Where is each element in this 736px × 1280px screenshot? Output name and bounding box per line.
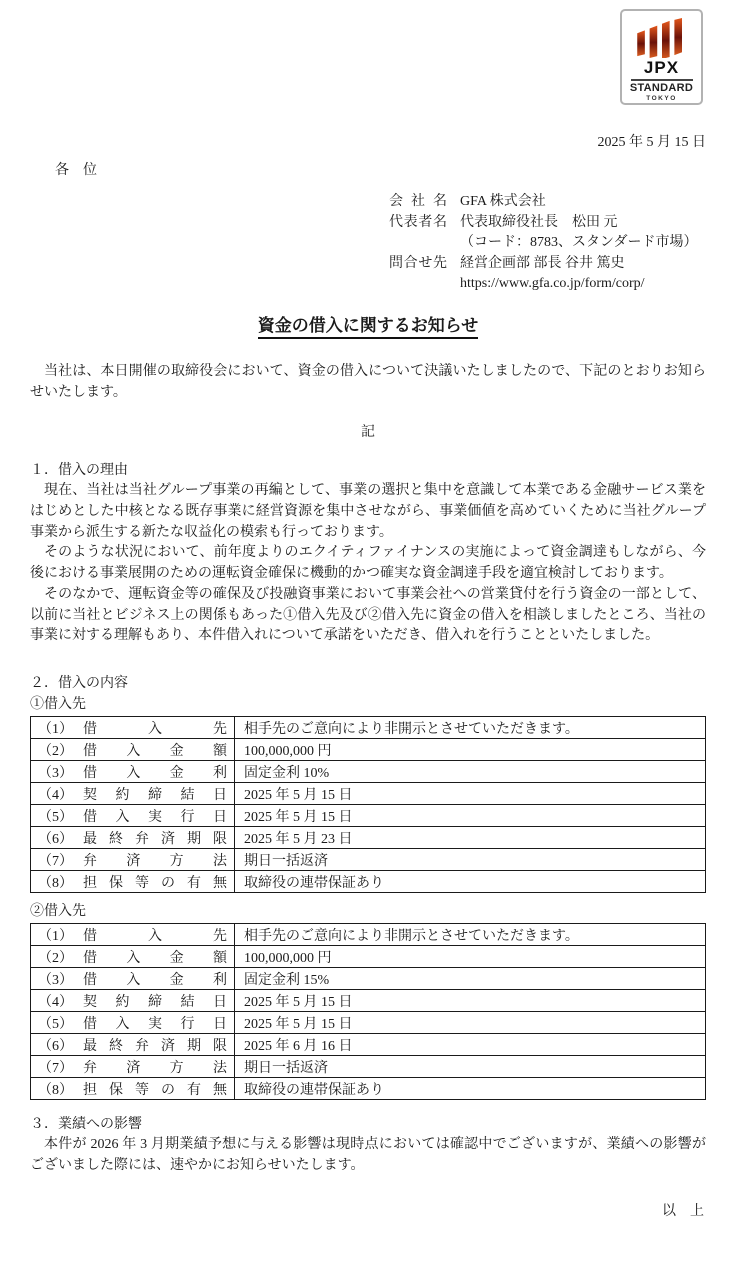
row-item-label: 借入金額 [83,743,227,759]
row-item-label: 借入実行日 [83,809,227,825]
contact-value: 経営企画部 部長 谷井 篤史 [460,255,625,271]
company-name-value: GFA 株式会社 [460,194,546,209]
table-row [31,1056,706,1078]
section1-paragraph-3: そのなかで、運転資金等の確保及び投融資事業において事業会社への営業貸付を行う資金の一部として、以前に当社とビジネス上の関係もあった①借入先及び②借入先に資金の借入を相談しましたところ、当社の事業に対する理解もあり、本件借入れについて承諾をいただき、借入れを行うことといたしました。 [30,586,706,644]
row-number: （6） [38,1038,73,1054]
document-date: 2025 年 5 月 15 日 [597,135,706,150]
row-value: 期日一括返済 [235,849,706,871]
row-number: （6） [38,831,73,847]
row-value: 100,000,000 円 [235,946,706,968]
addressee: 各 位 [55,163,97,178]
company-name-label: 会社名 [389,194,447,209]
lender1-table [30,716,706,893]
section1-paragraph-1: 現在、当社は当社グループ事業の再編として、事業の選択と集中を意識して本業である金融サービス業をはじめとした中核となる既存事業に経営資源を集中させながら、事業価値を高めていくために当社グループ事業から派生する新たな収益化の模索も行っております。 [30,483,706,540]
table-row [31,827,706,849]
lender2-table [30,923,706,1100]
section3-paragraph: 本件が 2026 年 3 月期業績予想に与える影響は現時点においては確認中でございますが、業績への影響がございました際には、速やかにお知らせいたします。 [30,1137,706,1173]
table-row [31,1078,706,1100]
stock-code-label [389,233,447,254]
table-row [31,717,706,739]
ki-mark: 記 [361,425,375,441]
document-title: 資金の借入に関するお知らせ [258,316,479,339]
row-item-label: 借入金利 [83,972,227,988]
section1-paragraph-2: そのような状況において、前年度よりのエクイティファイナンスの実施によって資金調達もしながら、今後における事業展開のための運転資金確保に機動的かつ確実な資金調達手段を適宜検討しております。 [30,545,706,582]
row-value: 100,000,000 円 [235,739,706,761]
row-number: （7） [38,853,73,869]
row-item-label: 担保等の有無 [83,875,227,891]
representative-value: 代表取締役社長 松田 元 [460,214,618,230]
section-borrowing-details [30,673,706,1100]
contact-label: 問合せ先 [389,255,447,271]
representative-row [389,213,706,234]
jpx-mark-icon [633,18,691,58]
table-row [31,924,706,946]
row-number: （5） [38,809,73,825]
row-value: 相手先のご意向により非開示とさせていただきます。 [235,717,706,739]
row-item-label: 弁済方法 [83,1060,227,1076]
row-number: （8） [38,1082,73,1098]
table-row [31,1034,706,1056]
intro-paragraph: 当社は、本日開催の取締役会において、資金の借入について決議いたしましたので、下記のとおりお知らせいたします。 [30,363,706,400]
stock-code-row [389,233,706,254]
contact-url-label [389,274,447,295]
section-borrowing-reason [30,460,706,647]
row-item-label: 借入実行日 [83,1016,227,1032]
section-earnings-impact [30,1114,706,1176]
row-item-label: 借入金額 [83,950,227,966]
row-value: 固定金利 10% [235,761,706,783]
table-row [31,990,706,1012]
row-value: 固定金利 15% [235,968,706,990]
row-value: 期日一括返済 [235,1056,706,1078]
closing-mark: 以 上 [662,1204,704,1220]
row-number: （4） [38,787,73,803]
row-item-label: 最終弁済期限 [83,831,227,847]
section2-heading: ２．借入の内容 [30,676,128,691]
table-row [31,761,706,783]
company-name-row [389,192,706,213]
table-row [31,1012,706,1034]
row-item-label: 最終弁済期限 [83,1038,227,1054]
table-row [31,783,706,805]
row-number: （3） [38,765,73,781]
table-row [31,871,706,893]
stock-code-value: （コード：8783、スタンダード市場） [460,235,698,251]
jpx-logo [620,9,703,105]
jpx-logo-text: JPX [643,58,680,77]
title-wrap [30,316,706,339]
table-row [31,849,706,871]
table-row [31,946,706,968]
row-value: 取締役の連帯保証あり [235,1078,706,1100]
row-value: 2025 年 6 月 16 日 [235,1034,706,1056]
row-number: （2） [38,743,73,759]
jpx-tokyo-text: TOKYO [646,95,677,102]
row-number: （7） [38,1060,73,1076]
row-number: （4） [38,994,73,1010]
contact-url: https://www.gfa.co.jp/form/corp/ [460,276,645,292]
company-info-block [389,192,706,295]
section1-heading: １．借入の理由 [30,463,128,479]
row-value: 2025 年 5 月 15 日 [235,805,706,827]
row-value: 2025 年 5 月 23 日 [235,827,706,849]
table-row [31,805,706,827]
row-item-label: 契約締結日 [83,994,227,1010]
row-value: 2025 年 5 月 15 日 [235,990,706,1012]
row-number: （2） [38,950,73,966]
row-item-label: 借入先 [83,721,227,737]
lender1-sublabel: ①借入先 [30,697,86,712]
row-value: 取締役の連帯保証あり [235,871,706,893]
row-value: 2025 年 5 月 15 日 [235,1012,706,1034]
jpx-logo-divider [631,79,693,81]
contact-url-row [389,274,706,295]
row-value: 2025 年 5 月 15 日 [235,783,706,805]
table-row [31,968,706,990]
row-item-label: 担保等の有無 [83,1082,227,1098]
row-number: （5） [38,1016,73,1032]
jpx-standard-text: STANDARD [629,82,694,94]
table-row [31,739,706,761]
representative-label: 代表者名 [389,214,447,230]
row-number: （8） [38,875,73,891]
row-item-label: 契約締結日 [83,787,227,803]
row-item-label: 借入先 [83,928,227,944]
row-number: （1） [38,928,73,944]
row-item-label: 弁済方法 [83,853,227,869]
row-number: （3） [38,972,73,988]
section3-heading: ３．業績への影響 [30,1117,142,1132]
lender2-sublabel: ②借入先 [30,904,86,919]
contact-row [389,254,706,275]
row-number: （1） [38,721,73,737]
row-value: 相手先のご意向により非開示とさせていただきます。 [235,924,706,946]
row-item-label: 借入金利 [83,765,227,781]
